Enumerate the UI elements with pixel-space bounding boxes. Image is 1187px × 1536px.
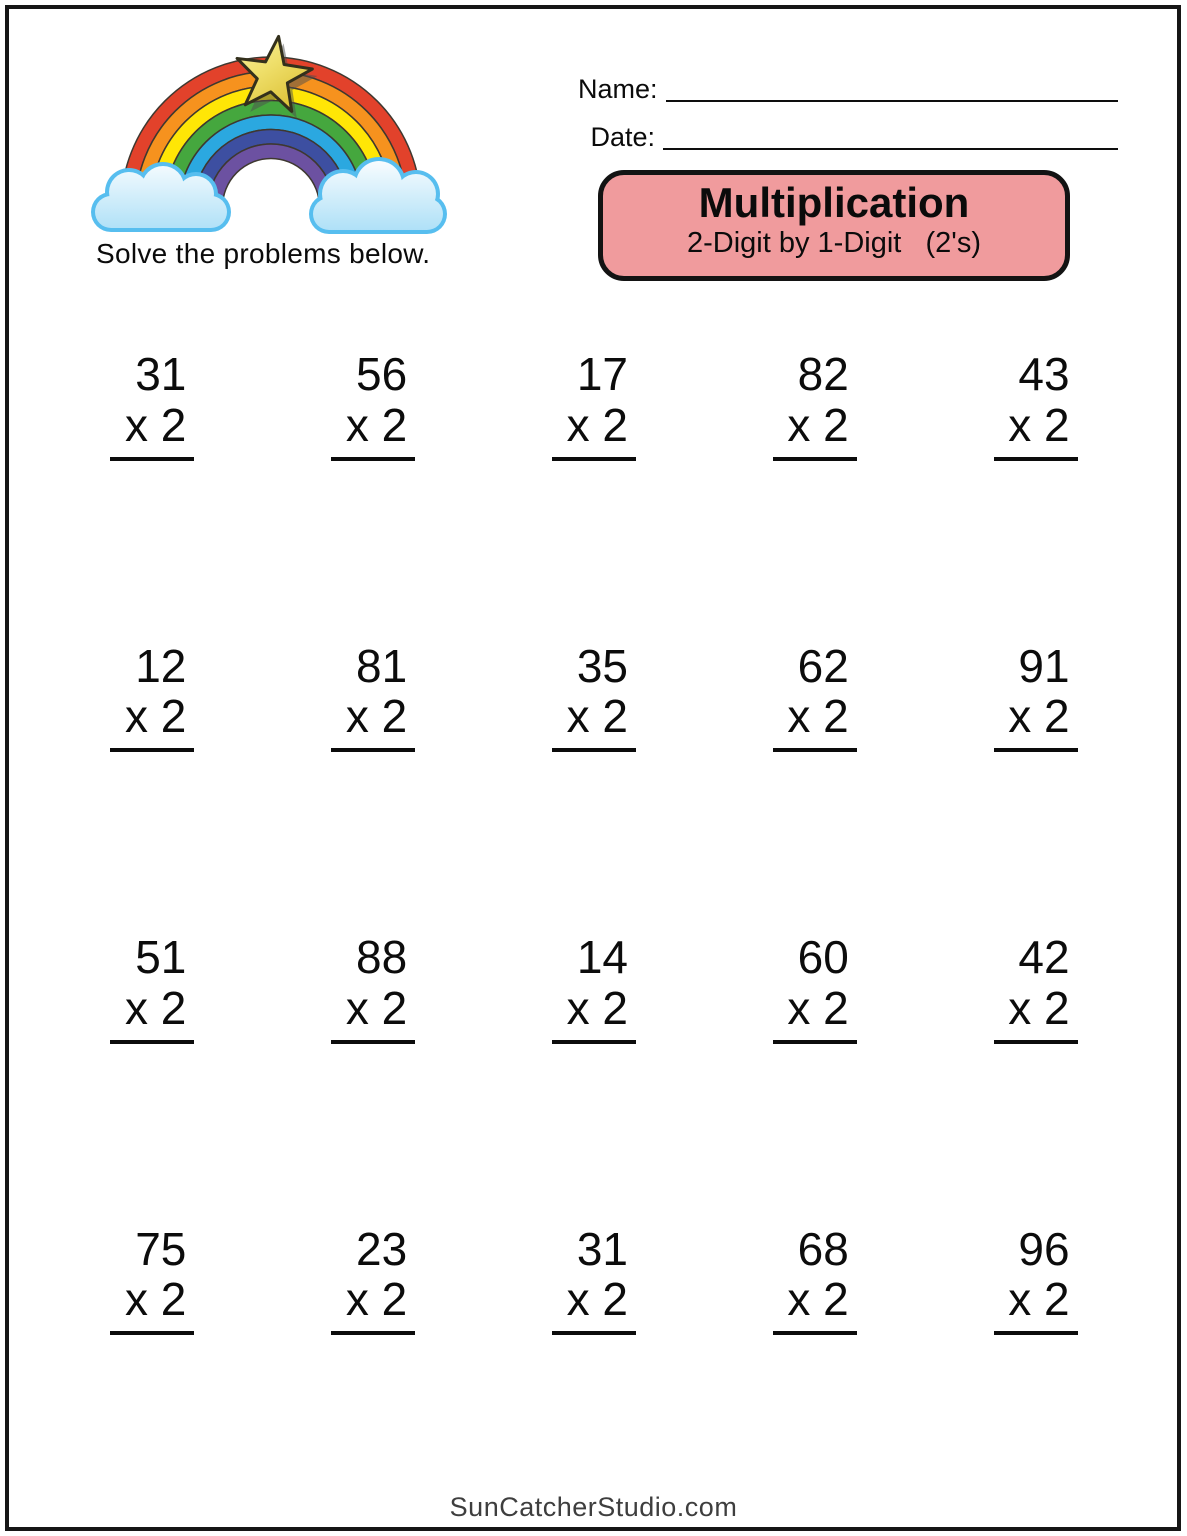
multiplicand: 14 [576,931,628,983]
date-field [578,122,1118,153]
multiplier-row: x 2 [773,1275,857,1335]
multiplicand: 60 [797,931,849,983]
problem-cell [110,350,194,461]
multiplicand: 35 [576,639,628,692]
multiplier-row: x 2 [773,984,857,1044]
multiplicand: 51 [135,931,187,983]
problem-cell [331,350,415,461]
problem-cell [331,639,415,753]
problem-cell [331,933,415,1044]
worksheet-title: Multiplication [698,179,970,226]
multiplicand: 91 [1018,639,1070,692]
problem-cell [552,350,636,461]
problem-cell [773,933,857,1044]
multiplicand: 56 [356,348,408,400]
multiplier-row: x 2 [994,984,1078,1044]
multiplier-row: x 2 [110,692,194,752]
multiplier-row: x 2 [331,984,415,1044]
multiplier-row: x 2 [994,1275,1078,1335]
multiplier-row: x 2 [773,692,857,752]
multiplicand: 31 [135,348,187,400]
name-label: Name: [578,74,658,104]
multiplicand: 82 [797,348,849,400]
name-field [578,74,1118,105]
multiplier-row: x 2 [552,692,636,752]
multiplier-row: x 2 [331,1275,415,1335]
multiplicand: 68 [797,1222,849,1275]
problem-cell [773,639,857,753]
problem-cell [552,639,636,753]
problem-cell [110,933,194,1044]
multiplier-row: x 2 [331,692,415,752]
instruction-text: Solve the problems below. [96,238,431,269]
multiplier-row: x 2 [773,401,857,461]
multiplicand: 31 [576,1222,628,1275]
multiplicand: 75 [135,1222,187,1275]
multiplicand: 96 [1018,1222,1070,1275]
worksheet-subtitle: 2-Digit by 1-Digit (2's) [687,227,981,260]
multiplier-row: x 2 [552,401,636,461]
problem-cell [994,639,1078,753]
multiplicand: 88 [356,931,408,983]
multiplier-row: x 2 [110,1275,194,1335]
multiplicand: 12 [135,639,187,692]
multiplicand: 17 [576,348,628,400]
problem-cell [110,1222,194,1336]
multiplicand: 23 [356,1222,408,1275]
date-label: Date: [590,122,655,152]
problem-cell [552,933,636,1044]
multiplicand: 62 [797,639,849,692]
problem-cell [994,1222,1078,1336]
problem-cell [994,350,1078,461]
multiplier-row: x 2 [994,692,1078,752]
problem-cell [773,1222,857,1336]
multiplicand: 43 [1018,348,1070,400]
problem-cell [552,1222,636,1336]
multiplicand: 42 [1018,931,1070,983]
date-input-line[interactable] [663,124,1118,150]
footer-credit: SunCatcherStudio.com [449,1492,738,1522]
title-box [598,170,1070,281]
problem-cell [110,639,194,753]
rainbow-illustration [85,26,450,238]
multiplier-row: x 2 [552,984,636,1044]
problem-cell [331,1222,415,1336]
name-input-line[interactable] [666,76,1118,102]
problem-cell [773,350,857,461]
multiplier-row: x 2 [552,1275,636,1335]
multiplier-row: x 2 [110,984,194,1044]
problem-cell [994,933,1078,1044]
multiplier-row: x 2 [331,401,415,461]
multiplicand: 81 [356,639,408,692]
problems-grid [42,350,1146,1335]
multiplier-row: x 2 [994,401,1078,461]
multiplier-row: x 2 [110,401,194,461]
